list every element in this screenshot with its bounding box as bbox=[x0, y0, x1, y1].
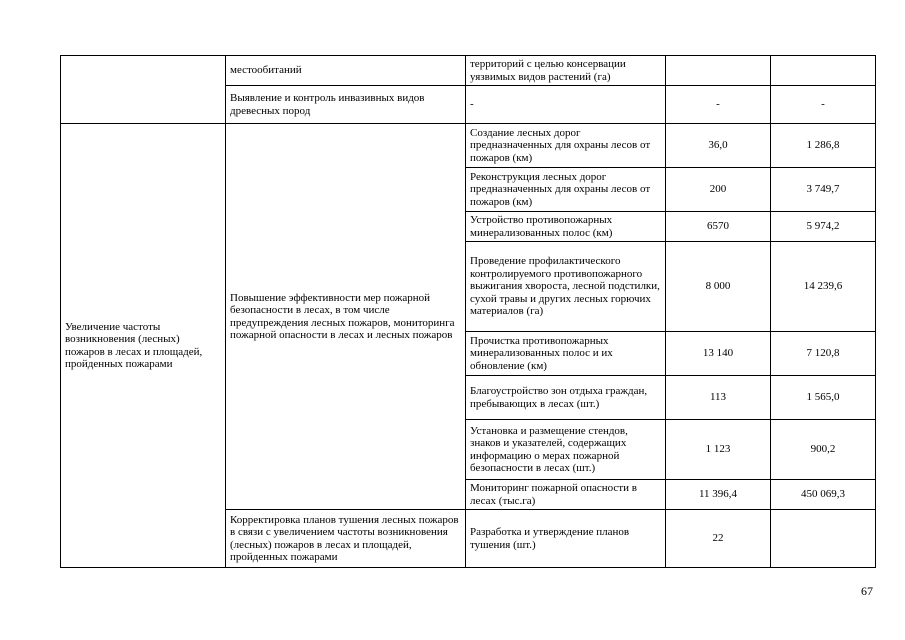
page-number: 67 bbox=[861, 584, 873, 598]
value1-cell: 8 000 bbox=[666, 242, 771, 332]
value2-cell: 5 974,2 bbox=[771, 212, 876, 242]
value1-cell: 36,0 bbox=[666, 124, 771, 168]
value1-cell: 200 bbox=[666, 168, 771, 212]
action-cell: Корректировка планов тушения лесных пожаров в связи с увеличением частоты возникновения (лесных) пожаров в лесах и площадей, пройденных пожарами bbox=[226, 510, 466, 568]
indicator-cell: Устройство противопожарных минерализованных полос (км) bbox=[466, 212, 666, 242]
measures-table bbox=[60, 55, 876, 568]
value1-cell: 1 123 bbox=[666, 420, 771, 480]
value1-cell: 11 396,4 bbox=[666, 480, 771, 510]
action-cell: Выявление и контроль инвазивных видов древесных пород bbox=[226, 86, 466, 124]
indicator-cell: Создание лесных дорог предназначенных для охраны лесов от пожаров (км) bbox=[466, 124, 666, 168]
table-row bbox=[61, 124, 876, 168]
value1-cell bbox=[666, 56, 771, 86]
indicator-cell: Мониторинг пожарной опасности в лесах (тыс.га) bbox=[466, 480, 666, 510]
indicator-cell: - bbox=[466, 86, 666, 124]
objective-cell: Увеличение частоты возникновения (лесных) пожаров в лесах и площадей, пройденных пожарами bbox=[61, 124, 226, 568]
value2-cell bbox=[771, 56, 876, 86]
indicator-cell: Реконструкция лесных дорог предназначенных для охраны лесов от пожаров (км) bbox=[466, 168, 666, 212]
value1-cell: 113 bbox=[666, 376, 771, 420]
value1-cell: 6570 bbox=[666, 212, 771, 242]
indicator-cell: территорий с целью консервации уязвимых видов растений (га) bbox=[466, 56, 666, 86]
indicator-cell: Благоустройство зон отдыха граждан, пребывающих в лесах (шт.) bbox=[466, 376, 666, 420]
indicator-cell: Разработка и утверждение планов тушения (шт.) bbox=[466, 510, 666, 568]
value2-cell: 14 239,6 bbox=[771, 242, 876, 332]
value1-cell: 22 bbox=[666, 510, 771, 568]
value2-cell: 900,2 bbox=[771, 420, 876, 480]
value2-cell: 3 749,7 bbox=[771, 168, 876, 212]
value2-cell: 1 565,0 bbox=[771, 376, 876, 420]
objective-cell-empty bbox=[61, 56, 226, 124]
indicator-cell: Установка и размещение стендов, знаков и указателей, содержащих информацию о мерах пожарной безопасности в лесах (шт.) bbox=[466, 420, 666, 480]
value2-cell: 450 069,3 bbox=[771, 480, 876, 510]
value2-cell: - bbox=[771, 86, 876, 124]
indicator-cell: Проведение профилактического контролируемого противопожарного выжигания хвороста, лесной подстилки, сухой травы и других лесных горючих материалов (га) bbox=[466, 242, 666, 332]
value1-cell: - bbox=[666, 86, 771, 124]
action-cell-main: Повышение эффективности мер пожарной безопасности в лесах, в том числе предупреждения лесных пожаров, мониторинга пожарной опасности в лесах и лесных пожаров bbox=[226, 124, 466, 510]
action-cell: местообитаний bbox=[226, 56, 466, 86]
value2-cell: 7 120,8 bbox=[771, 332, 876, 376]
value2-cell bbox=[771, 510, 876, 568]
value2-cell: 1 286,8 bbox=[771, 124, 876, 168]
value1-cell: 13 140 bbox=[666, 332, 771, 376]
indicator-cell: Прочистка противопожарных минерализованных полос и их обновление (км) bbox=[466, 332, 666, 376]
table-row bbox=[61, 56, 876, 86]
